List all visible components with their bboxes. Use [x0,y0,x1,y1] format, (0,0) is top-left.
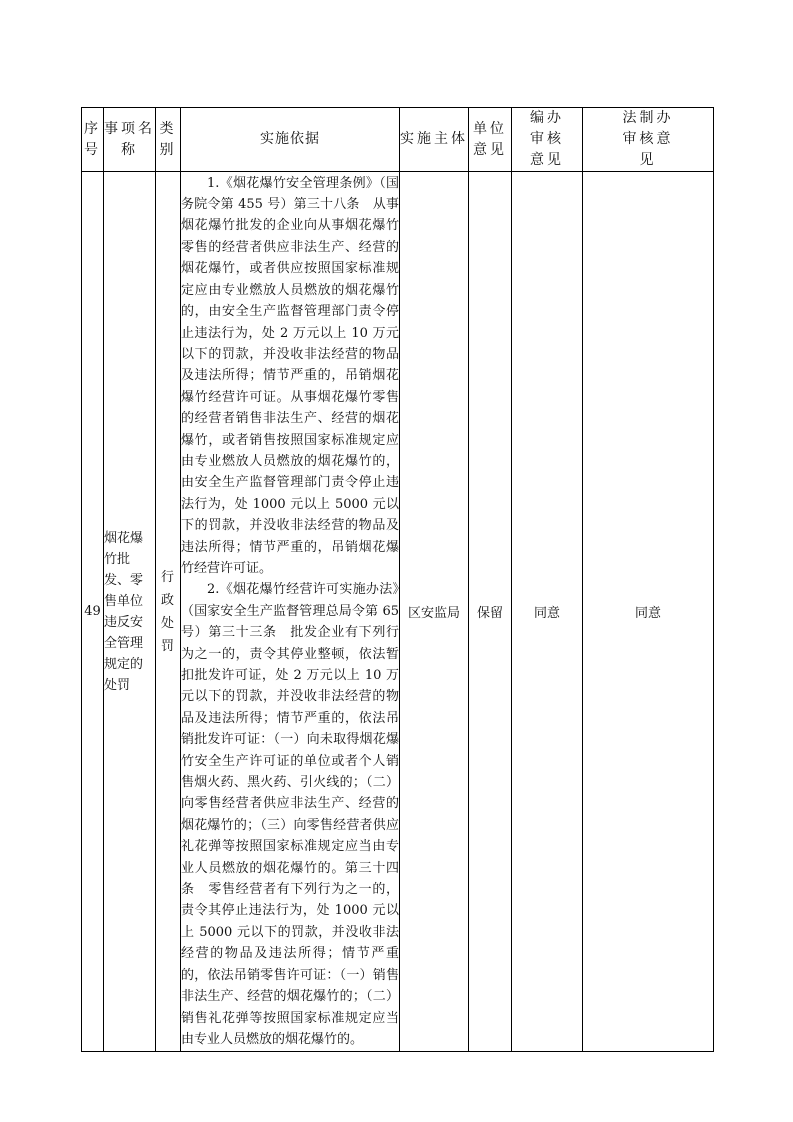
header-name: 事项名称 [104,108,156,172]
row-bz-opinion: 同意 [512,172,583,1052]
row-category: 行政处罚 [156,172,181,1052]
header-bz: 编办审核意见 [512,108,583,172]
header-row [82,108,714,172]
header-fz: 法制办审核意见 [583,108,714,172]
basis-paragraph-1: 1.《烟花爆竹安全管理条例》（国务院令第 455 号）第三十八条 从事烟花爆竹批发的企业向从事烟花爆竹零售的经营者供应非法生产、经营的烟花爆竹，或者供应按照国家标准规定应由专业燃放人员燃放的烟花爆竹的，由安全生产监督管理部门责令停止违法行为，处 2 万元以上 10 万元以下的罚款，并没收非法经营的物品及违法所得；情节严重的，吊销烟花爆竹经营许可证。从事烟花爆竹零售的经营者销售非法生产、经营的烟花爆竹，或者销售按照国家标准规定应由专业燃放人员燃放的烟花爆竹的，由安全生产监督管理部门责令停止违法行为，处 1000 元以上 5000 元以下的罚款，并没收非法经营的物品及违法所得；情节严重的，吊销烟花爆竹经营许可证。 [181,175,399,576]
row-unit-opinion: 保留 [469,172,512,1052]
header-unit: 单位意见 [469,108,512,172]
basis-paragraph-2: 2.《烟花爆竹经营许可实施办法》（国家安全生产监督管理总局令第 65 号）第三十三条 批发企业有下列行为之一的，责令其停业整顿，依法暂扣批发许可证，处 2 万元以上 10 万元以下的罚款，并没收非法经营的物品及违法所得；情节严重的，依法吊销批发许可证：（一）向未取得烟花爆竹安全生产许可证的单位或者个人销售烟火药、黑火药、引火线的；（二）向零售经营者供应非法生产、经营的烟花爆竹的；（三）向零售经营者供应礼花弹等按照国家标准规定应当由专业人员燃放的烟花爆竹的。第三十四条 零售经营者有下列行为之一的，责令其停止违法行为，处 1000 元以上 5000 元以下的罚款，并没收非法经营的物品及违法所得；情节严重的，依法吊销零售许可证：（一）销售非法生产、经营的烟花爆竹的；（二）销售礼花弹等按照国家标准规定应当由专业人员燃放的烟花爆竹的。 [181,582,399,1047]
row-body: 区安监局 [400,172,469,1052]
review-table [81,107,714,1052]
header-basis: 实施依据 [181,108,400,172]
row-fz-opinion: 同意 [583,172,714,1052]
row-name: 烟花爆竹批发、零售单位违反安全管理规定的处罚 [104,172,156,1052]
header-category: 类别 [156,108,181,172]
row-no: 49 [82,172,104,1052]
header-body: 实施主体 [400,108,469,172]
table-row [82,172,714,1052]
row-basis [181,172,400,1052]
header-no: 序号 [82,108,104,172]
